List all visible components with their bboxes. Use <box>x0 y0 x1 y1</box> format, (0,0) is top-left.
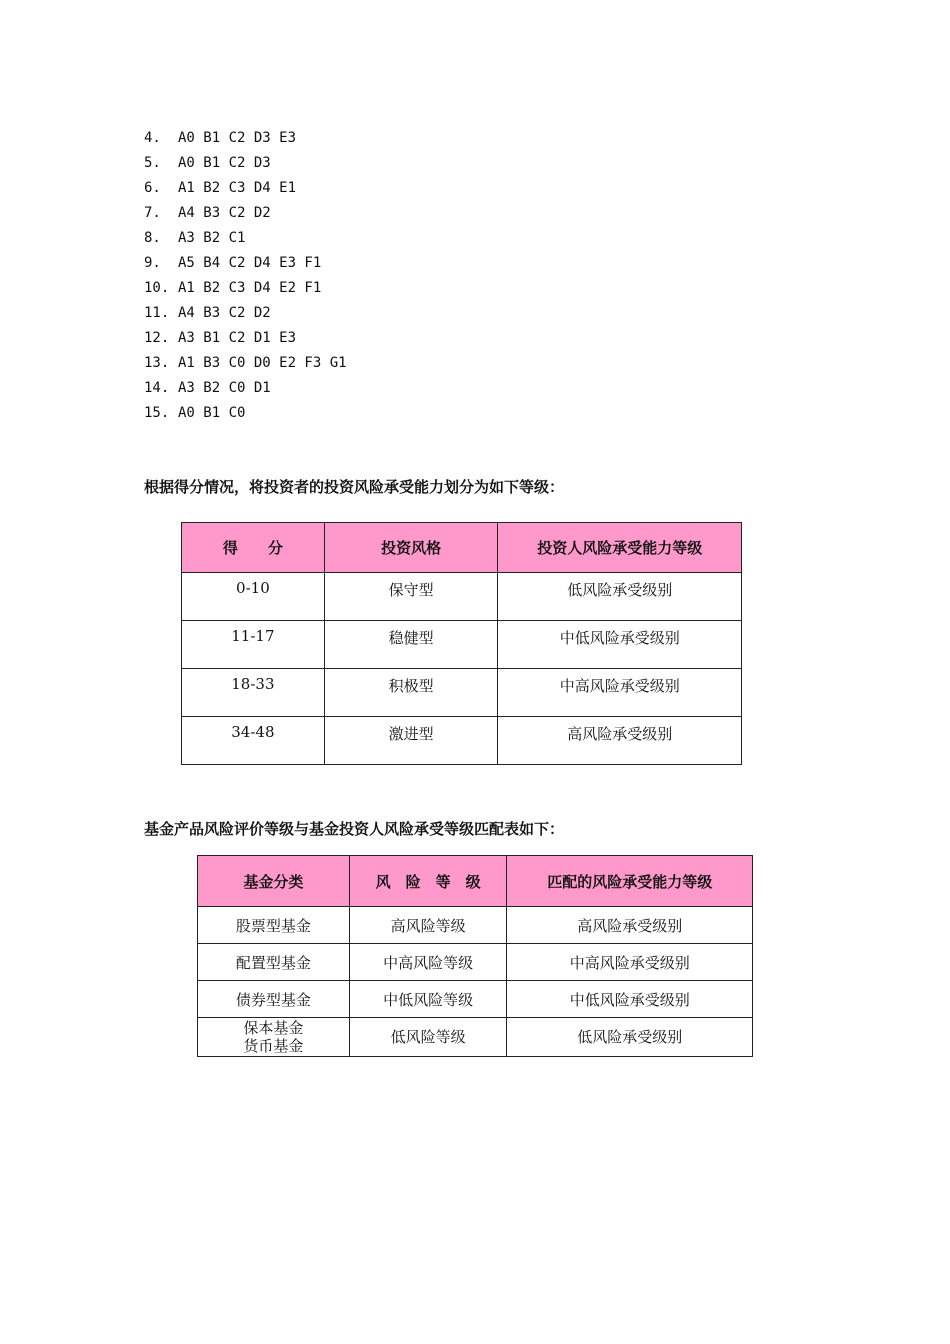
fund-category-cell: 债券型基金 <box>198 981 350 1018</box>
risk-level-cell: 中高风险等级 <box>349 944 507 981</box>
risk-level-cell: 高风险等级 <box>349 907 507 944</box>
answer-number: 11. <box>144 305 170 321</box>
matched-tolerance-cell: 低风险承受级别 <box>507 1018 753 1057</box>
answer-number: 9. <box>144 255 161 271</box>
answer-number: 12. <box>144 330 170 346</box>
tolerance-cell: 低风险承受级别 <box>498 573 742 621</box>
answer-text: A0 B1 C2 D3 E3 <box>178 130 297 146</box>
answer-item <box>144 351 347 376</box>
answer-item <box>144 401 347 426</box>
risk-level-cell: 中低风险等级 <box>349 981 507 1018</box>
answer-number: 8. <box>144 230 161 246</box>
matched-tolerance-cell: 中高风险承受级别 <box>507 944 753 981</box>
answer-number: 10. <box>144 280 170 296</box>
fund-category-cell <box>198 1018 350 1057</box>
style-cell: 保守型 <box>324 573 498 621</box>
answer-item <box>144 276 347 301</box>
answer-number: 4. <box>144 130 161 146</box>
answer-text: A0 B1 C0 <box>178 405 246 421</box>
style-cell: 积极型 <box>324 669 498 717</box>
table-header-row <box>198 856 753 907</box>
table-row <box>198 944 753 981</box>
table-row <box>182 621 742 669</box>
matched-tolerance-cell: 高风险承受级别 <box>507 907 753 944</box>
answer-text: A3 B2 C1 <box>178 230 246 246</box>
answer-item <box>144 176 347 201</box>
fund-category-cell: 股票型基金 <box>198 907 350 944</box>
style-cell: 激进型 <box>324 717 498 765</box>
answer-text: A1 B2 C3 D4 E1 <box>178 180 297 196</box>
answer-item <box>144 301 347 326</box>
fund-category-cell: 配置型基金 <box>198 944 350 981</box>
fund-category-line: 货币基金 <box>243 1037 304 1055</box>
answer-text: A4 B3 C2 D2 <box>178 205 271 221</box>
tolerance-cell: 中高风险承受级别 <box>498 669 742 717</box>
answer-item <box>144 326 347 351</box>
header-matched-tolerance: 匹配的风险承受能力等级 <box>507 856 753 907</box>
answer-number: 5. <box>144 155 161 171</box>
answer-number: 7. <box>144 205 161 221</box>
table-row <box>182 573 742 621</box>
answer-item <box>144 251 347 276</box>
matched-tolerance-cell: 中低风险承受级别 <box>507 981 753 1018</box>
answer-item <box>144 376 347 401</box>
score-cell: 11-17 <box>182 621 325 669</box>
risk-level-heading: 根据得分情况，将投资者的投资风险承受能力划分为如下等级： <box>144 478 565 496</box>
fund-matching-table <box>197 855 753 1057</box>
answer-text: A0 B1 C2 D3 <box>178 155 271 171</box>
fund-matching-heading: 基金产品风险评价等级与基金投资人风险承受等级匹配表如下： <box>144 820 565 838</box>
header-risk-level: 风 险 等 级 <box>349 856 507 907</box>
score-cell: 0-10 <box>182 573 325 621</box>
answer-item <box>144 126 347 151</box>
risk-tolerance-table <box>181 522 742 765</box>
table-row <box>198 1018 753 1057</box>
header-fund-category: 基金分类 <box>198 856 350 907</box>
table-row <box>198 981 753 1018</box>
table-header-row <box>182 523 742 573</box>
score-cell: 18-33 <box>182 669 325 717</box>
risk-level-cell: 低风险等级 <box>349 1018 507 1057</box>
answer-text: A1 B3 C0 D0 E2 F3 G1 <box>178 355 347 371</box>
answer-list <box>144 126 347 426</box>
answer-item <box>144 151 347 176</box>
table-row <box>198 907 753 944</box>
score-cell: 34-48 <box>182 717 325 765</box>
tolerance-cell: 高风险承受级别 <box>498 717 742 765</box>
answer-number: 14. <box>144 380 170 396</box>
answer-number: 6. <box>144 180 161 196</box>
tolerance-cell: 中低风险承受级别 <box>498 621 742 669</box>
table-row <box>182 669 742 717</box>
table-row <box>182 717 742 765</box>
answer-number: 13. <box>144 355 170 371</box>
answer-item <box>144 226 347 251</box>
style-cell: 稳健型 <box>324 621 498 669</box>
answer-text: A5 B4 C2 D4 E3 F1 <box>178 255 322 271</box>
answer-number: 15. <box>144 405 170 421</box>
header-score: 得 分 <box>182 523 325 573</box>
fund-category-line: 保本基金 <box>243 1019 304 1037</box>
header-style: 投资风格 <box>324 523 498 573</box>
answer-item <box>144 201 347 226</box>
header-tolerance: 投资人风险承受能力等级 <box>498 523 742 573</box>
answer-text: A1 B2 C3 D4 E2 F1 <box>178 280 322 296</box>
answer-text: A4 B3 C2 D2 <box>178 305 271 321</box>
answer-text: A3 B2 C0 D1 <box>178 380 271 396</box>
answer-text: A3 B1 C2 D1 E3 <box>178 330 297 346</box>
